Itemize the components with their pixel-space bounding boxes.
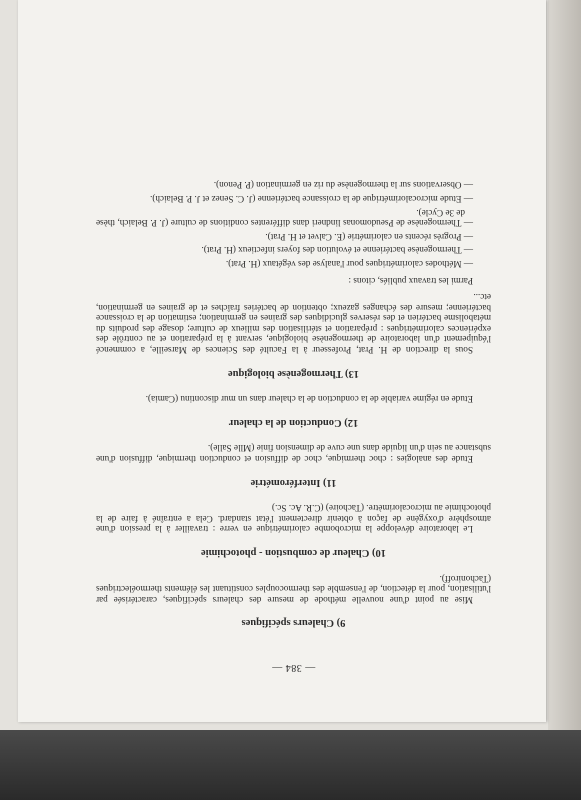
page-number: — 384 —	[271, 662, 316, 673]
page-content	[96, 82, 491, 672]
scanner-bed	[0, 730, 581, 800]
section-heading: 13) Thermogenèse biologique	[227, 367, 360, 379]
section-chaleurs-specifiques	[96, 573, 491, 627]
section-heading: 11) Interférométrie	[250, 476, 337, 488]
paragraph: Etude des analogies : choc thermique, choc de diffusion et conduction thermique, diffusion d'une substance au sein d'un liquide dans une cuve de dimension finie (Mlle Salle).	[96, 443, 491, 465]
publication-list	[96, 180, 491, 269]
section-thermogenese-biologique	[96, 180, 491, 378]
paragraph: Sous la direction de H. Prat, Professeur à la Faculté des Sciences de Marseille, a commencé l'équipement d'un laboratoire de thermogenèse biologique, servant à la préparation et au contrôle des expériences calorimétriques : préparation et stérilisation des milieux de culture; dosage des produits du métabolisme bactérien et des réserves glucidiques des graines en germination; estimation de la croissance bactérienne; mesure des échanges gazeux; obtention de bactéries fraîches et de graines en germination, etc...	[96, 292, 491, 356]
paragraph: Parmi les travaux publiés, citons :	[348, 275, 473, 286]
list-item: — Etude microcalorimétrique de la croissance bactérienne (J. C. Senez et J. P. Belaich).	[96, 193, 491, 204]
paragraph: Etude en régime variable de la conduction de la chaleur dans un mur discontinu (Camia).	[145, 394, 473, 405]
section-heading: 10) Chaleur de combustion - photochimie	[200, 547, 387, 559]
document-page	[18, 0, 546, 722]
list-item: — Observations sur la thermogenèse du riz en germination (P. Penon).	[96, 180, 491, 191]
list-item: — Thermogenèse bactérienne et évolution des foyers infectieux (H. Prat).	[96, 245, 491, 256]
section-interferometrie	[96, 443, 491, 487]
section-conduction-de-la-chaleur	[96, 394, 491, 427]
section-heading: 9) Chaleurs spécifiques	[241, 617, 346, 629]
scanner-edge	[548, 0, 581, 730]
list-item: — Méthodes calorimétriques pour l'analyse des végétaux (H. Prat).	[96, 258, 491, 269]
paragraph: Mise au point d'une nouvelle méthode de mesure des chaleurs spécifiques, caractérisée par l'utilisation, pour la détection, de l'ensemble des thermocouples constituant les éléments thermoélectriques (Tachoniroff).	[96, 573, 491, 605]
section-chaleur-de-combustion	[96, 503, 491, 557]
list-item: — Thermogenèse de Pseudomonas lindneri dans différentes conditions de culture (J. P. Belaich, thèse de 3e Cycle).	[96, 207, 491, 228]
list-item: — Progrès récents en calorimétrie (E. Calvet et H. Prat).	[96, 231, 491, 242]
section-heading: 12) Conduction de la chaleur	[228, 416, 359, 428]
paragraph: Le laboratoire développe la microbombe calorimétrique en verre : travailler à la pression d'une atmosphère d'oxygène de façon à obtenir directement l'état standard. Cela a entraîné à faire de la photochimie au microcalorimètre. (Tachoire) (C.R. Ac. Sc.)	[96, 503, 491, 535]
